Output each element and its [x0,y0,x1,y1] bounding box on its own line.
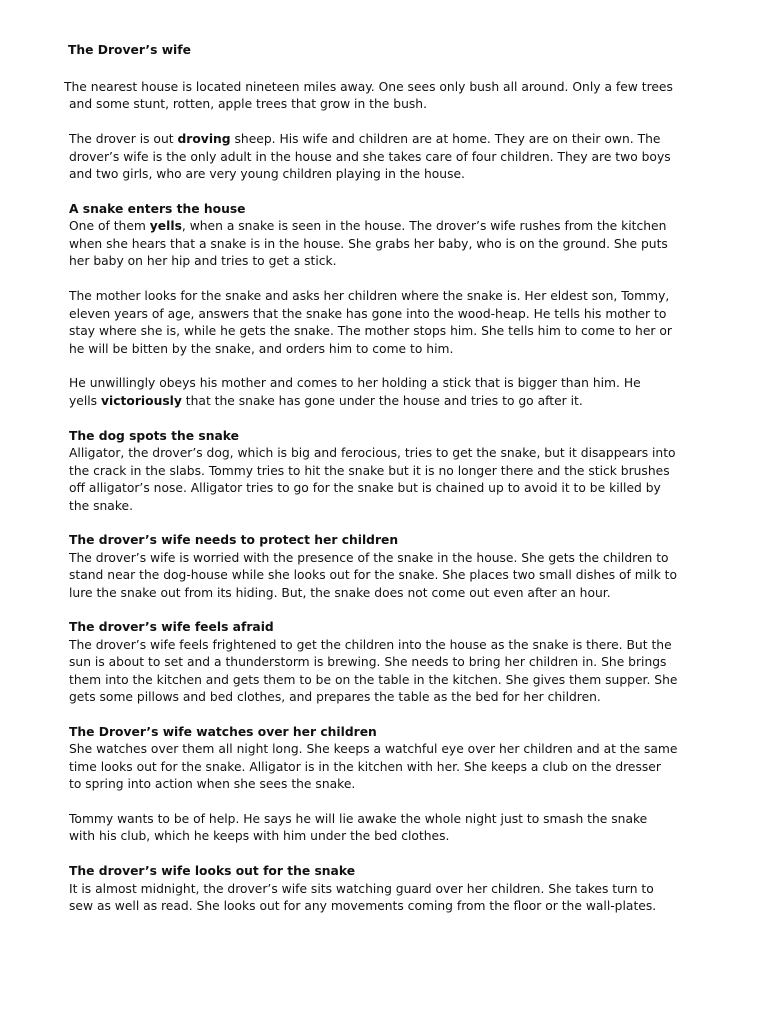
paragraph-line: her baby on her hip and tries to get a stick. [69,254,337,268]
text-run: One of them [69,219,150,233]
paragraph-line: gets some pillows and bed clothes, and prepares the table as the bed for her children. [69,690,601,704]
paragraph-line: and some stunt, rotten, apple trees that grow in the bush. [69,97,427,111]
paragraph-line: She watches over them all night long. She keeps a watchful eye over her children and at the same [69,742,678,756]
paragraph-line: Tommy wants to be of help. He says he will lie awake the whole night just to smash the snake [69,812,648,826]
paragraph-line: It is almost midnight, the drover’s wife sits watching guard over her children. She takes turn to [69,882,654,896]
text-run: , when a snake is seen in the house. The drover’s wife rushes from the kitchen [181,219,667,233]
paragraph-line [69,218,666,235]
paragraph-line: and two girls, who are very young children playing in the house. [69,167,465,181]
paragraph-line: with his club, which he keeps with him under the bed clothes. [69,829,450,843]
text-run: that the snake has gone under the house and tries to go after it. [181,394,583,408]
section-heading: The dog spots the snake [69,429,239,443]
paragraph-line: Alligator, the drover’s dog, which is big and ferocious, tries to get the snake, but it disappears into [69,446,676,460]
paragraph-line: the snake. [69,499,133,513]
paragraph-line: eleven years of age, answers that the snake has gone into the wood-heap. He tells his mother to [69,307,667,321]
text-run: The drover is out [69,132,178,146]
paragraph-line: them into the kitchen and gets them to be on the table in the kitchen. She gives them supper. She [69,673,678,687]
paragraph-line: to spring into action when she sees the snake. [69,777,356,791]
bold-term: droving [177,132,231,146]
paragraph-line: lure the snake out from its hiding. But, the snake does not come out even after an hour. [69,586,611,600]
paragraph-line: sew as well as read. She looks out for any movements coming from the floor or the wall-plates. [69,899,657,913]
text-run: yells [69,394,101,408]
paragraph-line: the crack in the slabs. Tommy tries to hit the snake but it is no longer there and the stick brushes [69,464,670,478]
paragraph-line: The drover’s wife is worried with the presence of the snake in the house. She gets the children to [69,551,669,565]
text-run: sheep. His wife and children are at home. They are on their own. The [230,132,661,146]
bold-term: victoriously [101,394,182,408]
paragraph-line: off alligator’s nose. Alligator tries to go for the snake but is chained up to avoid it to be killed by [69,481,661,495]
paragraph-line [69,131,660,148]
paragraph-line: The drover’s wife feels frightened to get the children into the house as the snake is there. But the [69,638,672,652]
document-title: The Drover’s wife [68,43,191,57]
section-heading: The drover’s wife needs to protect her children [69,533,399,547]
bold-term: yells [149,219,182,233]
section-heading: The drover’s wife looks out for the snake [69,864,356,878]
paragraph-line: he will be bitten by the snake, and orders him to come to him. [69,342,454,356]
paragraph-line: He unwillingly obeys his mother and comes to her holding a stick that is bigger than him. He [69,376,641,390]
paragraph-line: drover’s wife is the only adult in the house and she takes care of four children. They are two boys [69,150,671,164]
paragraph-line: The nearest house is located nineteen miles away. One sees only bush all around. Only a few trees [64,80,673,94]
paragraph-line: when she hears that a snake is in the house. She grabs her baby, who is on the ground. She puts [69,237,668,251]
paragraph-line: stand near the dog-house while she looks out for the snake. She places two small dishes of milk to [69,568,677,582]
paragraph-line: The mother looks for the snake and asks her children where the snake is. Her eldest son, Tommy, [69,289,670,303]
section-heading: The Drover’s wife watches over her children [69,725,377,739]
paragraph-line: time looks out for the snake. Alligator is in the kitchen with her. She keeps a club on the dresser [69,760,661,774]
section-heading: A snake enters the house [69,202,246,216]
paragraph-line [69,393,583,410]
paragraph-line: stay where she is, while he gets the snake. The mother stops him. She tells him to come to her or [69,324,672,338]
paragraph-line: sun is about to set and a thunderstorm is brewing. She needs to bring her children in. She brings [69,655,667,669]
section-heading: The drover’s wife feels afraid [69,620,274,634]
